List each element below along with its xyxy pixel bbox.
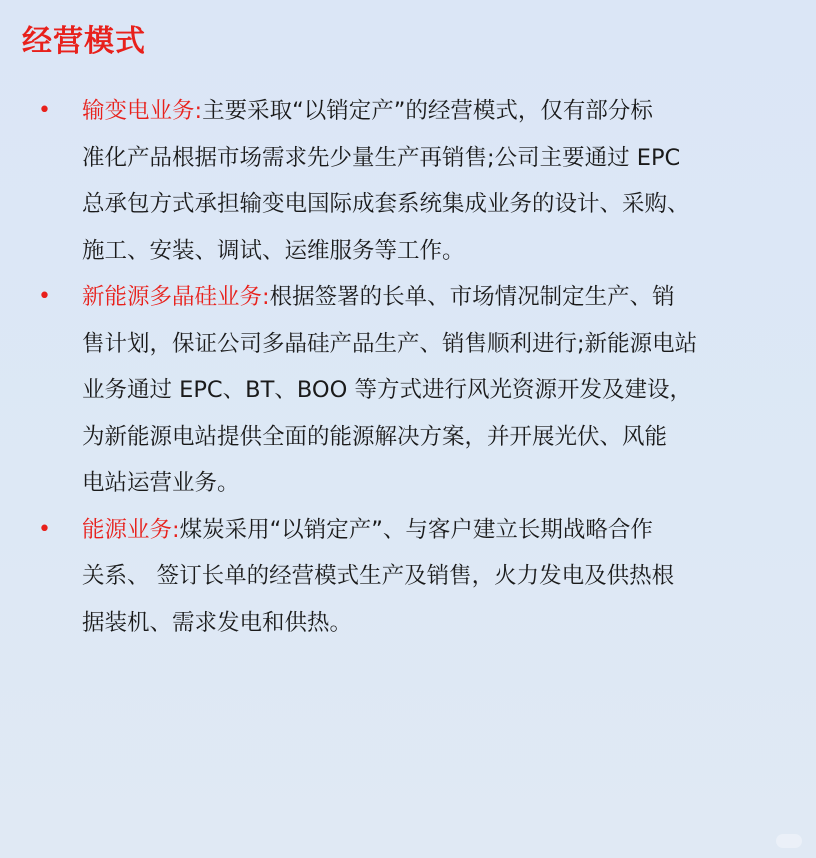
bullet-icon: •: [38, 284, 51, 309]
item-label: 能源业务:: [82, 516, 180, 543]
bullet-icon: •: [38, 516, 51, 542]
bullet-icon: •: [38, 98, 51, 123]
item-text: 主要采取“以销定产”的经营模式，仅有部分标: [202, 98, 653, 124]
business-model-list: [0, 88, 816, 646]
list-item-energy: [0, 507, 816, 647]
item-line: 据装机、需求发电和供热。: [82, 609, 353, 636]
watermark-icon: [776, 834, 802, 848]
item-text: 煤炭采用“以销定产”、与客户建立长期战略合作: [179, 516, 653, 543]
item-line: 施工、安装、调试、运维服务等工作。: [82, 237, 465, 264]
item-line: 准化产品根据市场需求先少量生产再销售;公司主要通过 EPC: [82, 144, 681, 171]
list-item-new-energy: [0, 274, 816, 507]
page-title: 经营模式: [22, 24, 146, 59]
item-line: 总承包方式承担输变电国际成套系统集成业务的设计、采购、: [82, 191, 690, 217]
item-line: 售计划，保证公司多晶硅产品生产、销售顺利进行;新能源电站: [82, 330, 698, 357]
item-text: 根据签署的长单、市场情况制定生产、销: [269, 284, 675, 310]
item-line: 电站运营业务。: [82, 470, 240, 496]
item-label: 输变电业务:: [82, 98, 203, 124]
item-line: 为新能源电站提供全面的能源解决方案，并开展光伏、风能: [82, 423, 668, 450]
list-item-transmission: [0, 88, 816, 274]
item-line: [82, 88, 794, 135]
item-line: [82, 274, 794, 321]
item-line: [82, 507, 794, 554]
item-line: 关系、 签订长单的经营模式生产及销售，火力发电及供热根: [82, 563, 675, 589]
item-line: 业务通过 EPC、BT、BOO 等方式进行风光资源开发及建设，: [82, 377, 692, 403]
item-label: 新能源多晶硅业务:: [82, 284, 270, 310]
